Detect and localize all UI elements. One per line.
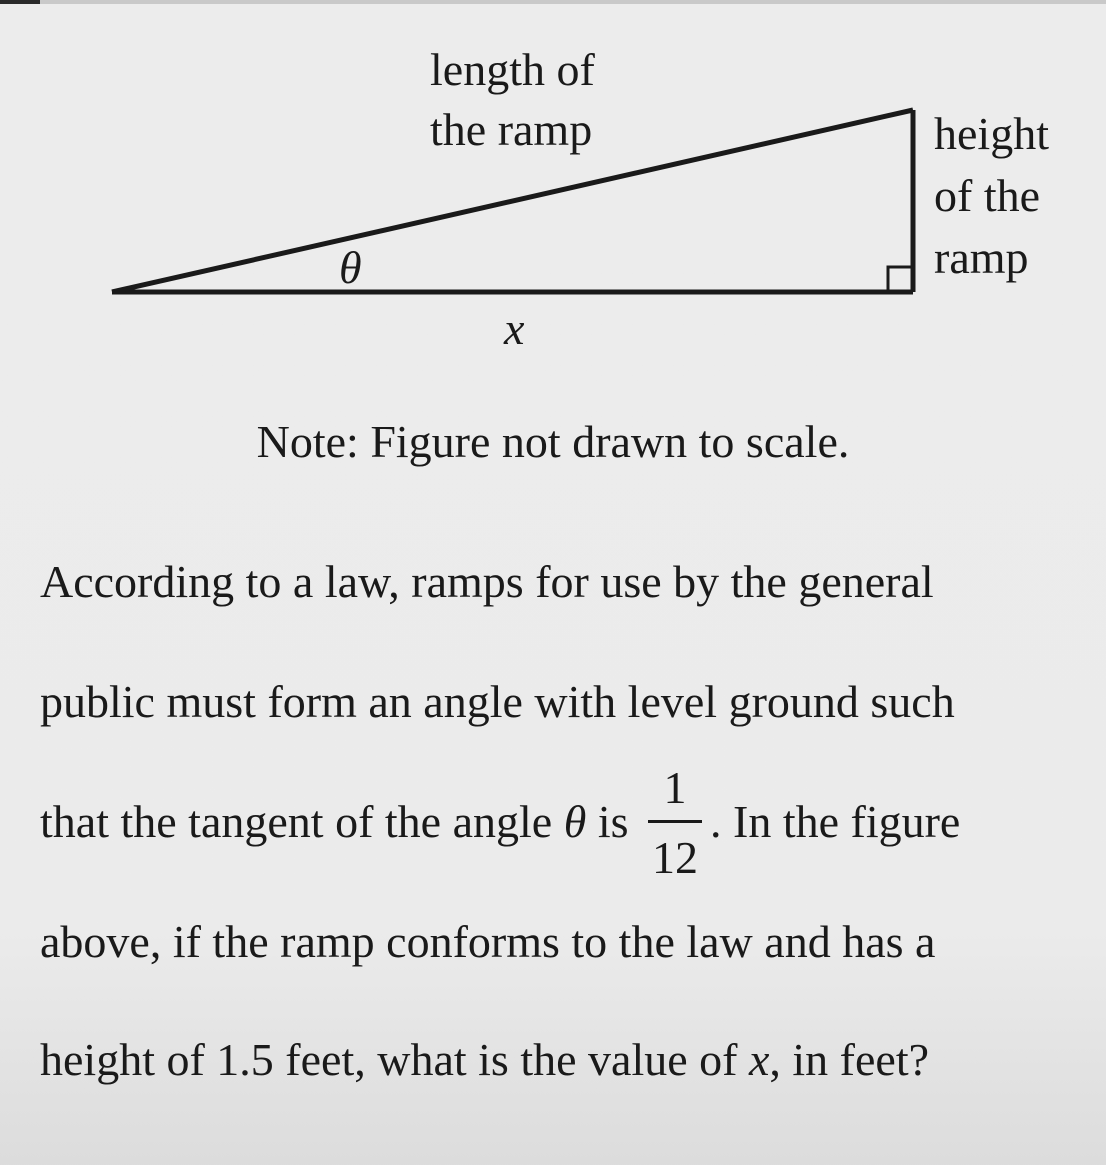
problem-line-1: According to a law, ramps for use by the general	[40, 556, 934, 607]
problem-line-3-suffix: . In the figure	[710, 796, 961, 847]
right-angle-marker	[888, 267, 913, 292]
variable-x: x	[748, 1034, 770, 1085]
base-x-label: x	[504, 303, 525, 354]
fraction-bar	[648, 820, 702, 823]
problem-line-5-prefix: height of 1.5 feet, what is the value of	[40, 1034, 749, 1085]
problem-line-3-is: is	[586, 796, 640, 847]
hypotenuse-label-line-2: the ramp	[430, 104, 593, 155]
problem-line-5-suffix: , in feet?	[769, 1034, 930, 1085]
fraction-numerator: 1	[663, 762, 687, 813]
fraction-denominator: 12	[652, 832, 698, 883]
height-label	[934, 103, 1049, 289]
problem-line-3-prefix: that the tangent of the angle	[40, 796, 564, 847]
one-twelfth-fraction	[640, 762, 710, 883]
problem-line-5	[40, 1030, 929, 1090]
theta-symbol: θ	[563, 796, 587, 847]
problem-line-4: above, if the ramp conforms to the law and has a	[40, 916, 936, 967]
height-label-line-3: ramp	[934, 232, 1029, 283]
hypotenuse-label	[430, 40, 595, 160]
height-label-line-1: height	[934, 108, 1049, 159]
problem-line-2: public must form an angle with level ground such	[40, 676, 955, 727]
problem-line-3	[40, 762, 961, 883]
angle-theta-label: θ	[339, 242, 362, 293]
hypotenuse-label-line-1: length of	[430, 44, 595, 95]
figure-note: Note: Figure not drawn to scale.	[256, 416, 850, 467]
height-label-line-2: of the	[934, 170, 1041, 221]
ramp-figure	[0, 0, 1106, 400]
